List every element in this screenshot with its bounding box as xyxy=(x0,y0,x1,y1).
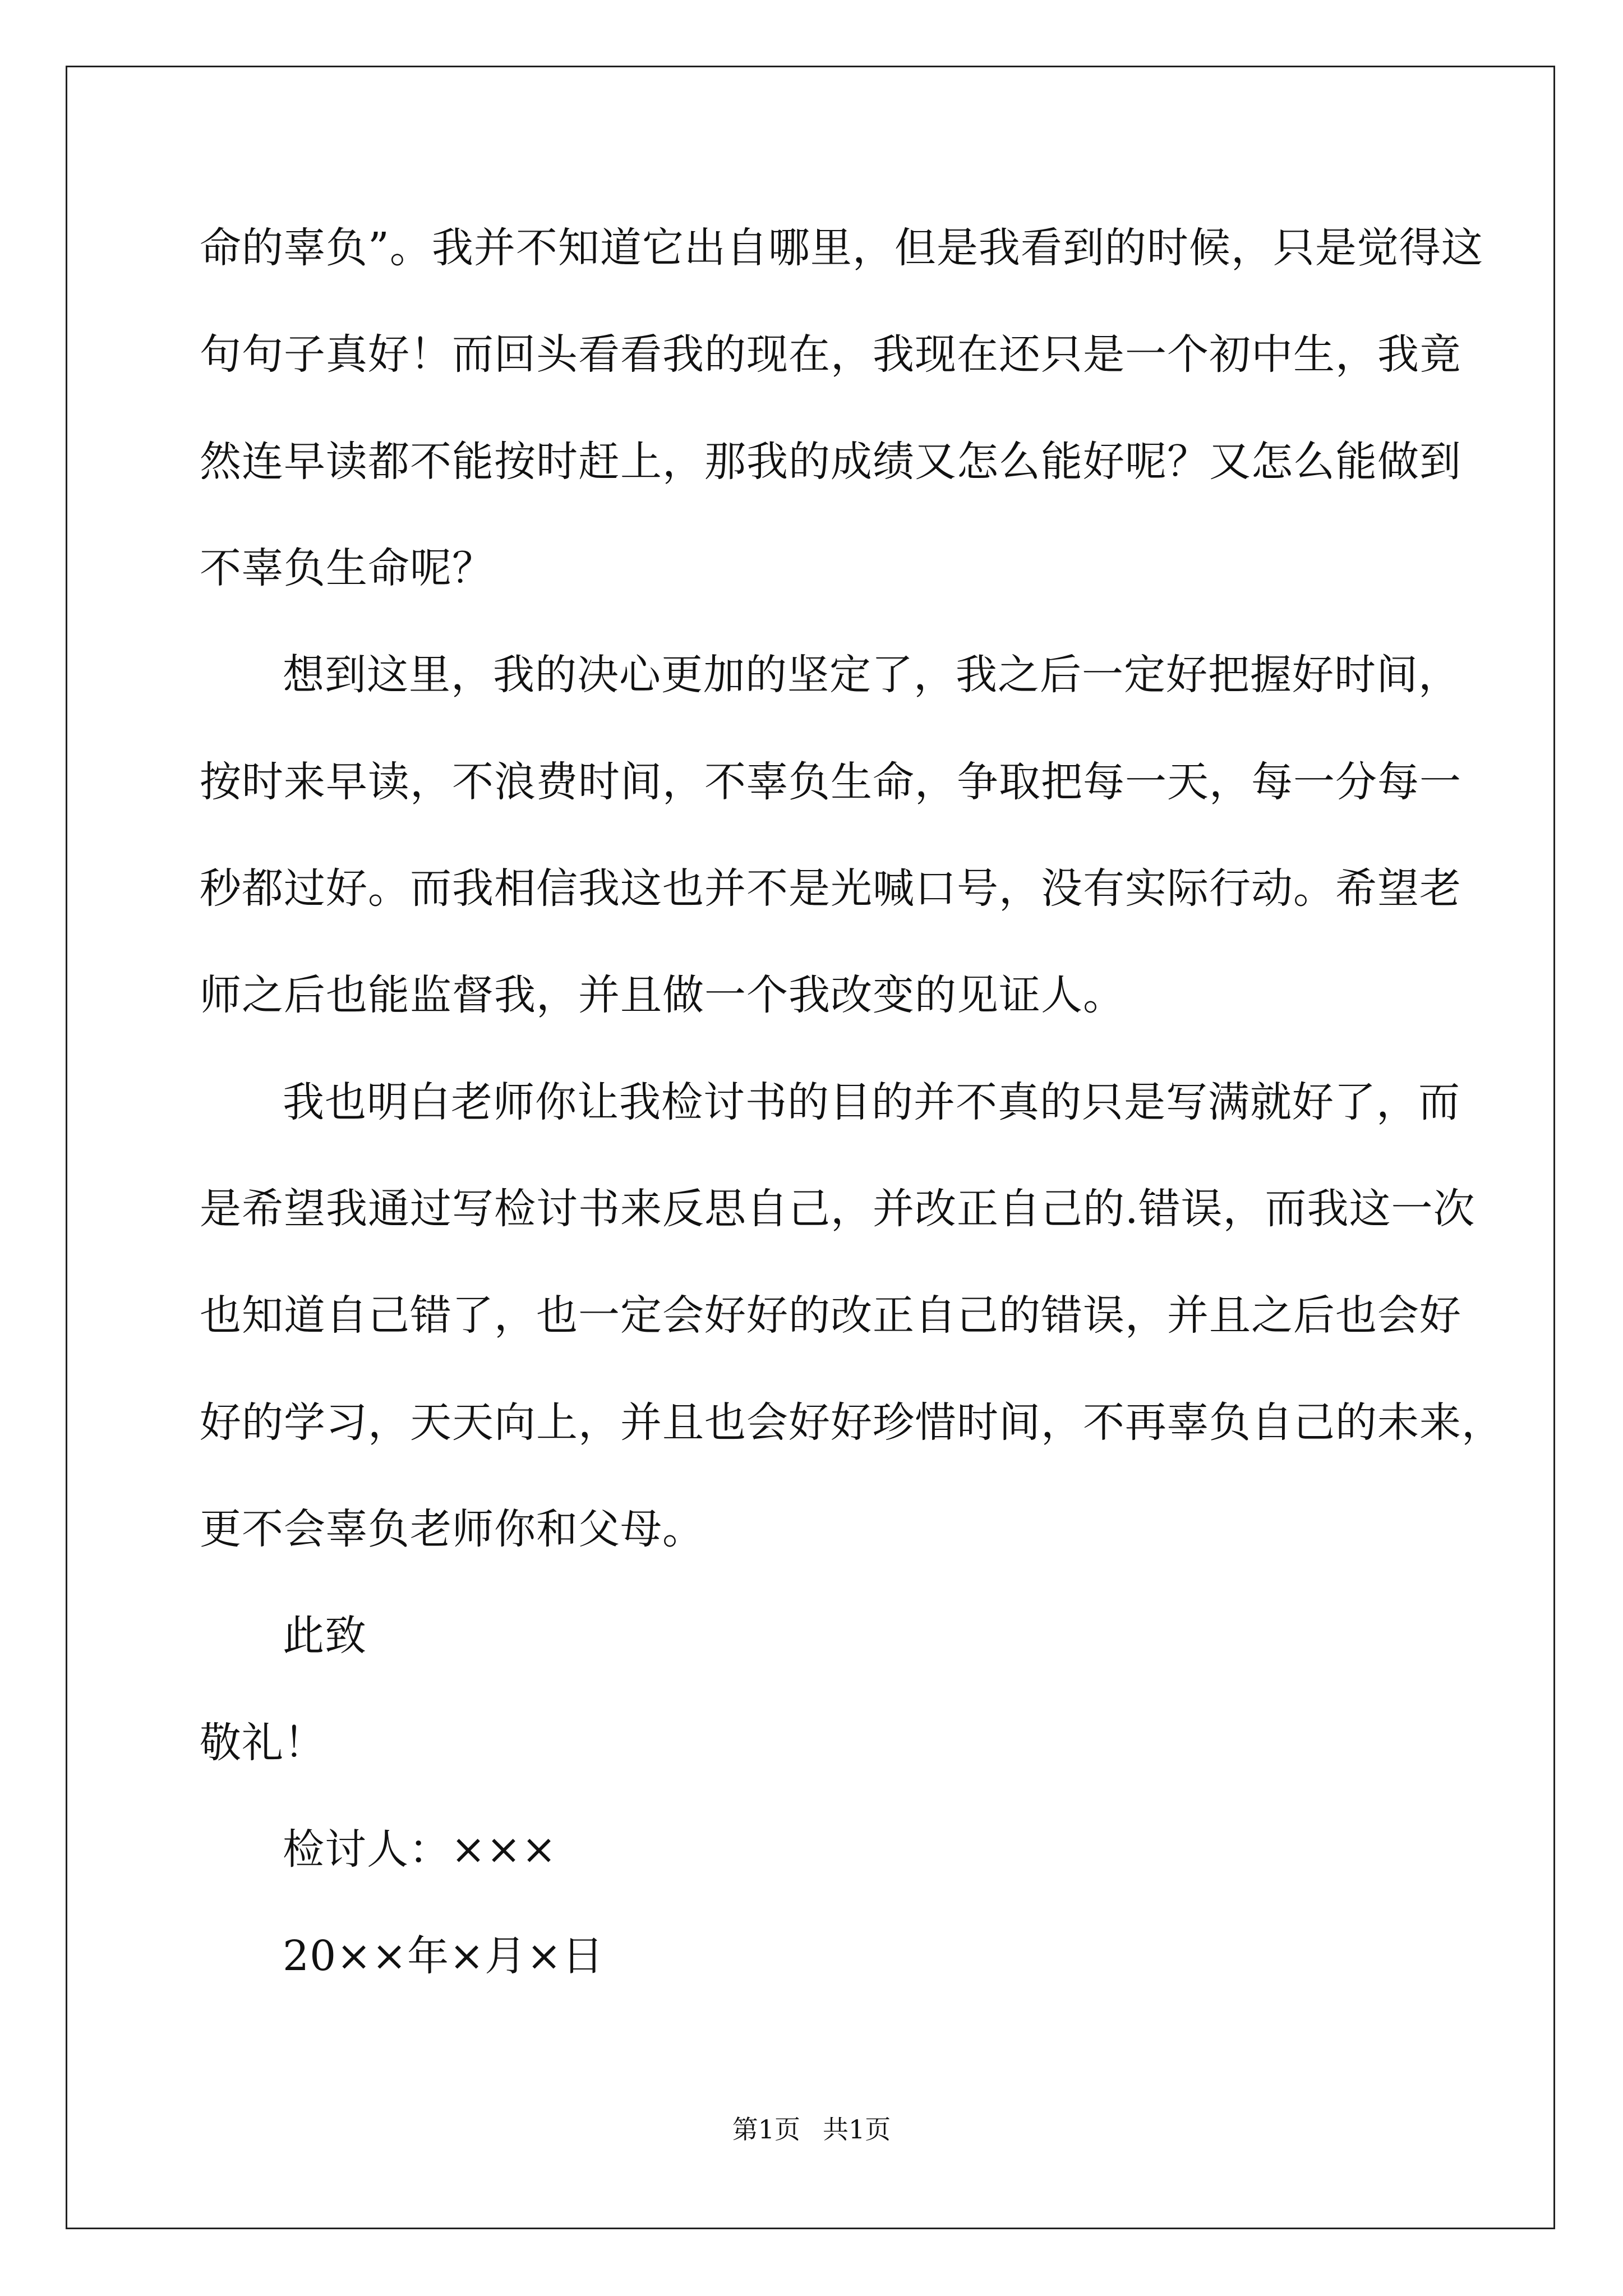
body-line-5: 想到这里，我的决心更加的坚定了，我之后一定好把握好时间， xyxy=(283,651,1460,699)
body-line-8: 师之后也能监督我，并且做一个我改变的见证人。 xyxy=(200,971,1125,1019)
body-line-2: 句句子真好！而回头看看我的现在，我现在还只是一个初中生，我竟 xyxy=(200,330,1461,379)
body-line-13: 更不会辜负老师你和父母。 xyxy=(200,1505,704,1553)
body-line-1: 命的辜负”。我并不知道它出自哪里，但是我看到的时候，只是觉得这 xyxy=(200,224,1483,272)
closing-salutation: 此致 xyxy=(283,1612,367,1660)
page-border xyxy=(66,66,1555,2229)
signature-line: 检讨人：××× xyxy=(283,1825,557,1874)
page-footer xyxy=(0,2113,1623,2146)
body-line-6: 按时来早读，不浪费时间，不辜负生命，争取把每一天，每一分每一 xyxy=(200,758,1461,806)
body-line-10: 是希望我通过写检讨书来反思自己，并改正自己的.错误，而我这一次 xyxy=(200,1185,1476,1233)
page-number: 第1页 xyxy=(732,2114,800,2145)
body-line-3: 然连早读都不能按时赶上，那我的成绩又怎么能好呢？又怎么能做到 xyxy=(200,438,1461,486)
body-line-4: 不辜负生命呢？ xyxy=(200,544,494,592)
page-total: 共1页 xyxy=(823,2114,891,2145)
body-line-7: 秒都过好。而我相信我这也并不是光喊口号，没有实际行动。希望老 xyxy=(200,864,1461,913)
body-line-12: 好的学习，天天向上，并且也会好好珍惜时间，不再辜负自己的未来， xyxy=(200,1398,1504,1447)
date-line: 20××年×月×日 xyxy=(283,1932,605,1980)
body-line-9: 我也明白老师你让我检讨书的目的并不真的只是写满就好了，而 xyxy=(283,1078,1460,1126)
closing-regards: 敬礼！ xyxy=(200,1719,326,1767)
body-line-11: 也知道自己错了，也一定会好好的改正自己的错误，并且之后也会好 xyxy=(200,1291,1461,1340)
